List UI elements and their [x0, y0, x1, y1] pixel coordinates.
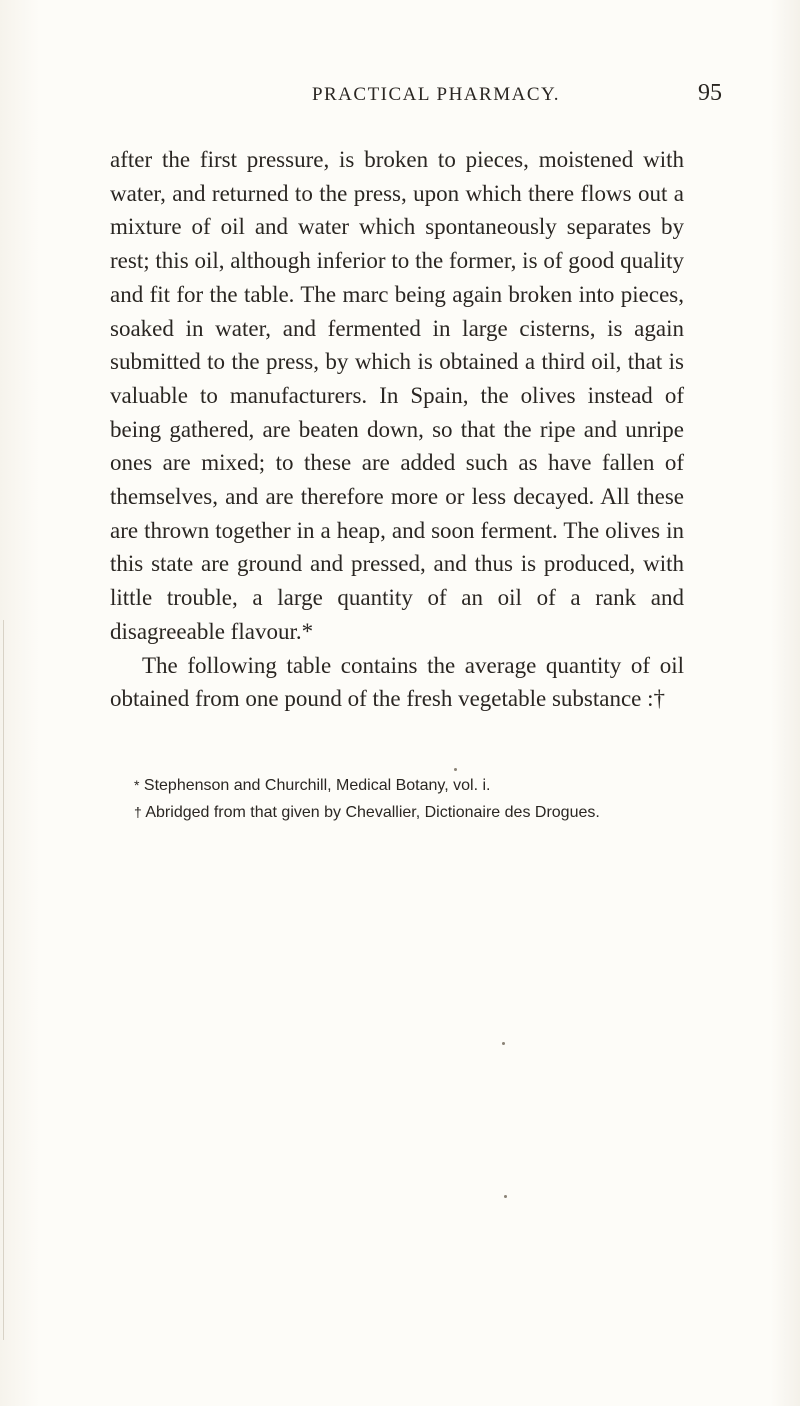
footnote-2 [110, 799, 684, 826]
footnote-text: Abridged from that given by Chevallier, Dictionaire des Drogues. [145, 804, 600, 821]
page-edge-shadow [3, 620, 4, 1340]
paper-speck [504, 1195, 507, 1198]
paper-speck [454, 768, 457, 771]
footnote-text: Stephenson and Churchill, Medical Botany, vol. i. [143, 777, 491, 794]
paragraph-2: The following table contains the average quantity of oil obtained from one pound of the fresh vegetable substance :† [110, 652, 684, 712]
running-title: PRACTICAL PHARMACY. [311, 84, 561, 105]
body-text [110, 143, 684, 716]
page-header [110, 80, 722, 114]
footnotes [110, 772, 684, 826]
paper-speck [502, 1042, 505, 1045]
footnote-1 [110, 772, 684, 799]
footnote-mark: * [134, 777, 140, 793]
footnote-mark: † [134, 804, 142, 820]
paragraph-1: after the first pressure, is broken to pieces, moistened with water, and returned to the press, upon which there flows out a mixture of oil and water which spontaneously separates by rest; this oil, although inferior to the former, is of good quality and fit for the table. The marc being again broken into pieces, soaked in water, and fermented in large cisterns, is again submitted to the press, by which is obtained a third oil, that is valuable to manufacturers. In Spain, the olives instead of being gathered, are beaten down, so that the ripe and unripe ones are mixed; to these are added such as have fallen of themselves, and are therefore more or less decayed. All these are thrown together in a heap, and soon ferment. The olives in this state are ground and pressed, and thus is produced, with little trouble, a large quantity of an oil of a rank and disagreeable flavour.* [110, 147, 684, 644]
page-number: 95 [698, 80, 722, 106]
